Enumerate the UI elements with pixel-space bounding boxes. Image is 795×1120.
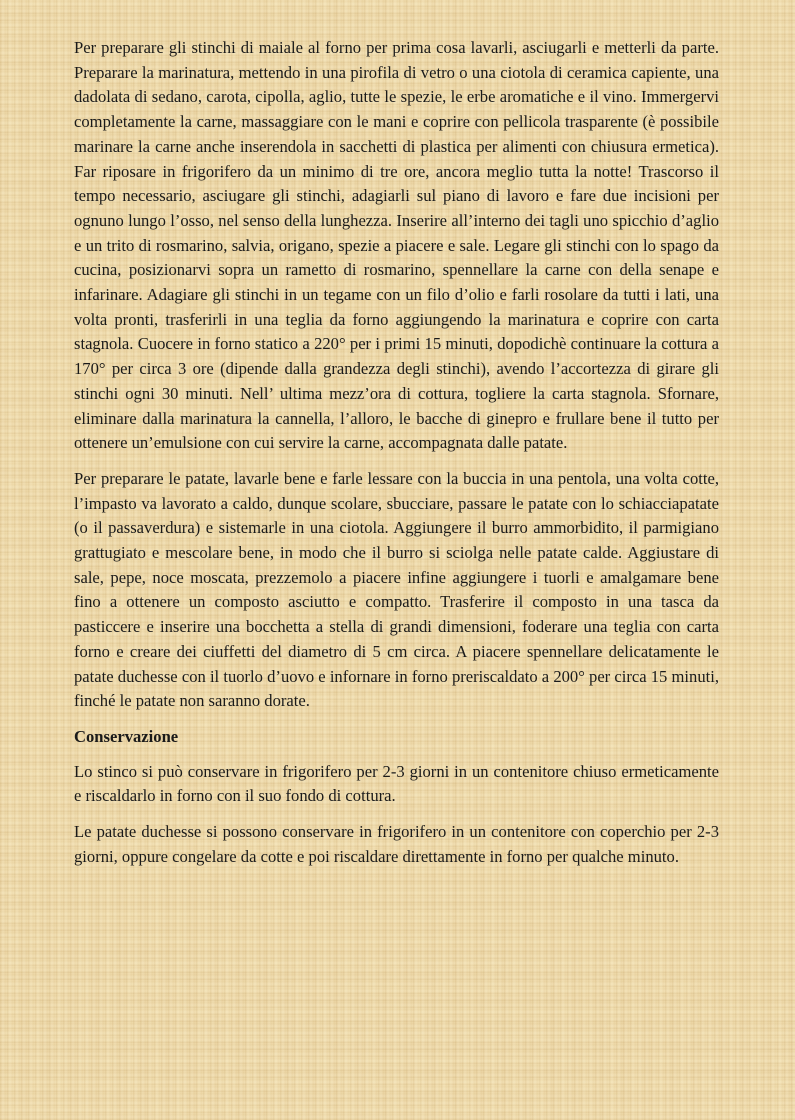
paragraph-conservazione-patate: Le patate duchesse si possono conservare in frigorifero in un contenitore con coperchio per 2-3 giorni, oppure congelare da cotte e poi riscaldare direttamente in forno per qualche minuto.: [74, 822, 719, 866]
document-page: [74, 36, 719, 881]
paragraph-conservazione-stinco: Lo stinco si può conservare in frigorifero per 2-3 giorni in un contenitore chiuso ermeticamente e riscaldarlo in forno con il suo fondo di cottura.: [74, 761, 719, 806]
paragraph-patate-preparation: Per preparare le patate, lavarle bene e farle lessare con la buccia in una pentola, una volta cotte, l’impasto va lavorato a caldo, dunque scolare, sbucciare, passare le patate con lo schiacciapatate (o il passaverdura) e sistemarle in una ciotola. Aggiungere il burro ammorbidito, il parmigiano grattugiato e mescolare bene, in modo che il burro si sciolga nelle patate calde. Aggiustare di sale, pepe, noce moscata, prezzemolo a piacere infine aggiungere i tuorli e amalgamare bene fino a ottenere un composto asciutto e compatto. Trasferire il composto in una tasca da pasticcere e inserire una bocchetta a stella di grandi dimensioni, foderare una teglia con carta forno e creare dei ciuffetti del diametro di 5 cm circa. A piacere spennellare delicatamente le patate duchesse con il tuorlo d’uovo e infornare in forno preriscaldato a 200° per circa 15 minuti, finché le patate non saranno dorate.: [74, 468, 719, 711]
paragraph-stinchi-preparation: Per preparare gli stinchi di maiale al forno per prima cosa lavarli, asciugarli e metterli da parte. Preparare la marinatura, mettendo in una pirofila di vetro o una ciotola di ceramica capiente, una dadolata di sedano, carota, cipolla, aglio, tutte le spezie, le erbe aromatiche e il vino. Immergervi completamente la carne, massaggiare con le mani e coprire con pellicola trasparente (è possibile marinare la carne anche inserendola in sacchetti di plastica per alimenti con chiusura ermetica). Far riposare in frigorifero da un minimo di tre ore, ancora meglio tutta la notte! Trascorso il tempo necessario, asciugare gli stinchi, adagiarli sul piano di lavoro e fare due incisioni per ognuno lungo l’osso, nel senso della lunghezza. Inserire all’interno dei tagli uno spicchio d’aglio e un trito di rosmarino, salvia, origano, spezie a piacere e sale. Legare gli stinchi con lo spago da cucina, posizionarvi sopra un rametto di rosmarino, spennellare la carne con della senape e infarinare. Adagiare gli stinchi in un tegame con un filo d’olio e farli rosolare da tutti i lati, una volta pronti, trasferirli in una teglia da forno aggiungendo la marinatura e coprire con carta stagnola. Cuocere in forno statico a 220° per i primi 15 minuti, dopodichè continuare la cottura a 170° per circa 3 ore (dipende dalla grandezza degli stinchi), avendo l’accortezza di girare gli stinchi ogni 30 minuti. Nell’ ultima mezz’ora di cottura, togliere la carta stagnola. Sfornare, eliminare dalla marinatura la cannella, l’alloro, le bacche di ginepro e frullare bene il tutto per ottenere un’emulsione con cui servire la carne, accompagnata dalle patate.: [74, 38, 719, 453]
section-heading-conservazione: Conservazione: [74, 726, 179, 746]
